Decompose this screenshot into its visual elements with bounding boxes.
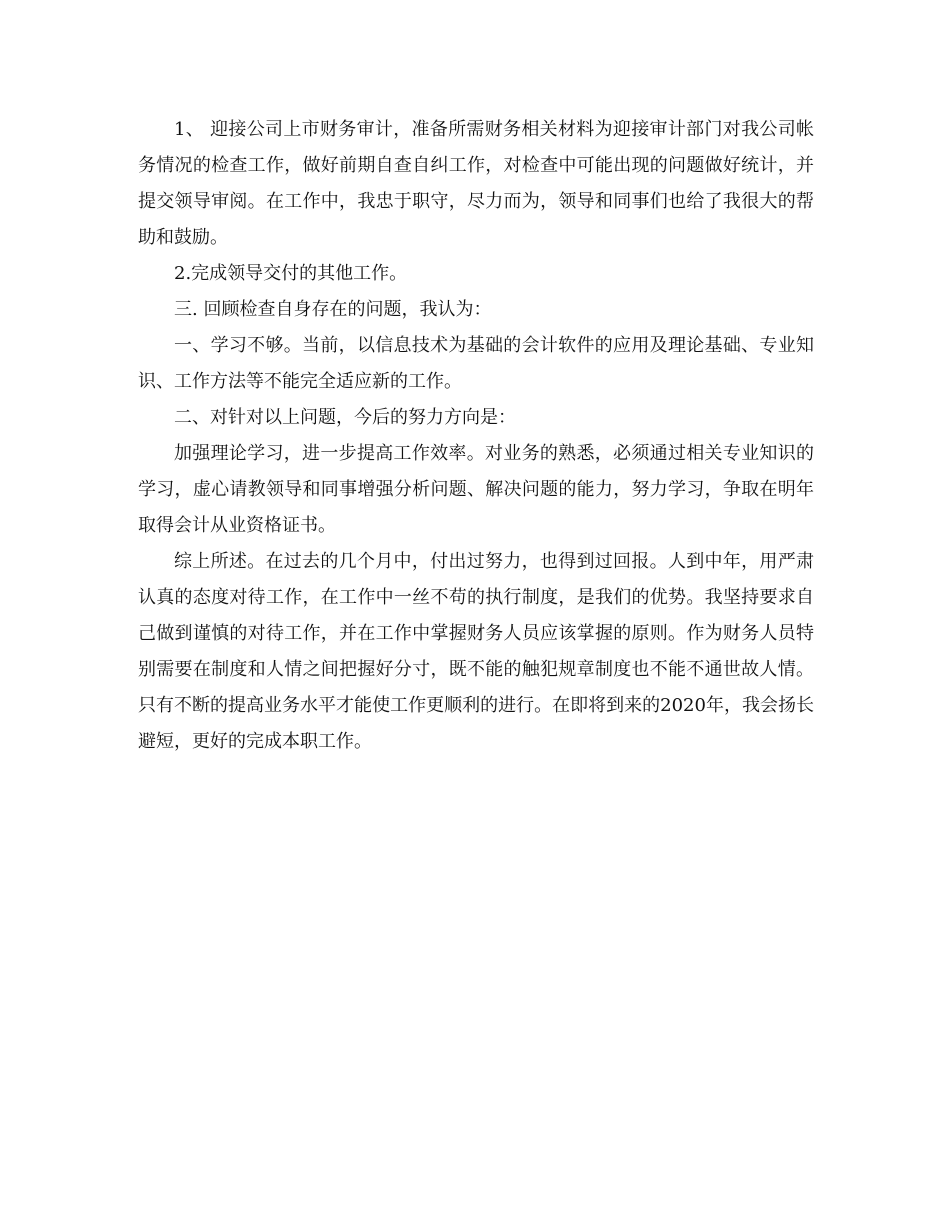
paragraph-summary: 综上所述。在过去的几个月中，付出过努力，也得到过回报。人到中年，用严肃认真的态度对待工作，在工作中一丝不苟的执行制度，是我们的优势。我坚持要求自己做到谨慎的对待工作，并在工作中掌握财务人员应该掌握的原则。作为财务人员特别需要在制度和人情之间把握好分寸，既不能的触犯规章制度也不能不通世故人情。只有不断的提高业务水平才能使工作更顺利的进行。在即将到来的2020年，我会扬长避短，更好的完成本职工作。 [138,551,814,752]
paragraph-improvement-direction: 二、对针对以上问题，今后的努力方向是： [174,407,516,428]
document-body [138,112,814,760]
paragraph-review-heading: 三. 回顾检查自身存在的问题，我认为： [174,299,492,320]
paragraph-strengthen-learning: 加强理论学习，进一步提高工作效率。对业务的熟悉，必须通过相关专业知识的学习，虚心请教领导和同事增强分析问题、解决问题的能力，努力学习，争取在明年取得会计从业资格证书。 [138,443,814,536]
paragraph-insufficient-study: 一、学习不够。当前，以信息技术为基础的会计软件的应用及理论基础、专业知识、工作方法等不能完全适应新的工作。 [138,335,814,392]
paragraph-audit-preparation: 1、 迎接公司上市财务审计，准备所需财务相关材料为迎接审计部门对我公司帐务情况的检查工作，做好前期自查自纠工作，对检查中可能出现的问题做好统计，并提交领导审阅。在工作中，我忠于职守，尽力而为，领导和同事们也给了我很大的帮助和鼓励。 [138,119,814,248]
paragraph-other-tasks: 2.完成领导交付的其他工作。 [174,263,408,284]
